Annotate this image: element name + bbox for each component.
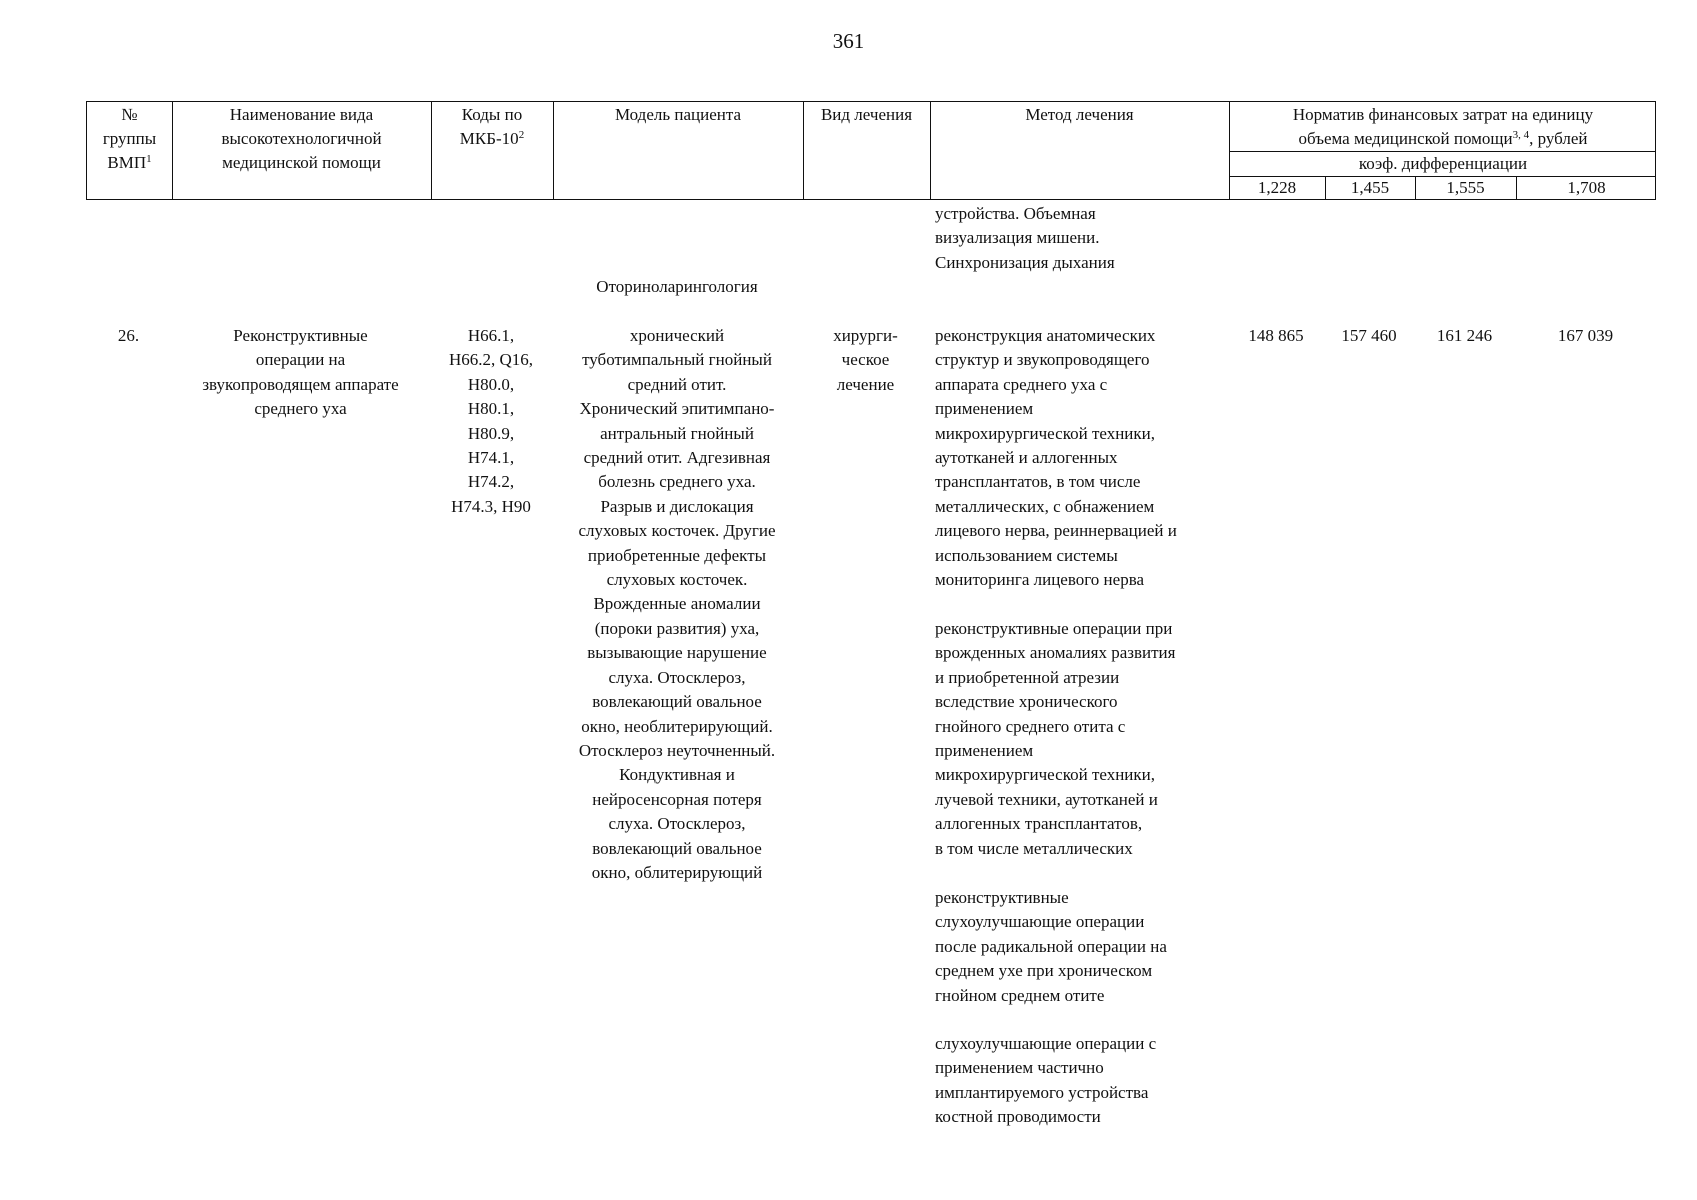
row-treatment-type: хирурги- ческое лечение: [833, 326, 898, 394]
cost-value: 148 865: [1248, 326, 1304, 345]
method-item: реконструктивные операции при врожденных аномалиях развития и приобретенной атрезии вследствие хронического гнойного среднего отита с применением микрохирургической техники, лучевой техники, аутотканей и аллогенных трансплантатов, в том числе металлических: [935, 619, 1176, 858]
row-name: Реконструктивные операции на звукопроводящем аппарате среднего уха: [202, 326, 399, 419]
header-model: Модель пациента: [614, 105, 742, 124]
header-method: Метод лечения: [1025, 105, 1134, 124]
cost-value: 167 039: [1557, 326, 1614, 345]
header-norm: Норматив финансовых затрат на единицу объема медицинской помощи$^{3, 4}$, рублей: [1292, 105, 1594, 148]
row-number: 26.: [117, 326, 140, 345]
header-treatment-type: Вид лечения: [820, 105, 913, 124]
method-item: реконструкция анатомических структур и звукопроводящего аппарата среднего уха с применением микрохирургической техники, аутотканей и аллогенных трансплантатов, в том числе металлических, с обнажением лицевого нерва, реиннервацией и использованием системы мониторинга лицевого нерва: [935, 326, 1177, 590]
cost-value: 161 246: [1436, 326, 1493, 345]
header-name: Наименование вида высокотехнологичной медицинской помощи: [221, 105, 382, 172]
header-coef: 1,228: [1257, 178, 1297, 197]
header-coef: 1,708: [1567, 178, 1606, 197]
header-coef: 1,455: [1350, 178, 1390, 197]
header-coef-label: коэф. дифференциации: [1358, 154, 1528, 173]
page-number: 361: [832, 29, 865, 53]
row-patient-model: хронический туботимпальный гнойный средний отит. Хронический эпитимпано- антральный гнойный средний отит. Адгезивная болезнь среднего уха. Разрыв и дислокация слуховых косточек. Другие приобретенные дефекты слуховых косточек. Врожденные аномалии (пороки развития) уха, вызывающие нарушение слуха. Отосклероз, вовлекающий овальное окно, необлитерирующий. Отосклероз неуточненный. Кондуктивная и нейросенсорная потеря слуха. Отосклероз, вовлекающий овальное окно, облитерирующий: [578, 326, 776, 882]
method-item: реконструктивные слухоулучшающие операции после радикальной операции на среднем ухе при хроническом гнойном среднем отите: [935, 888, 1167, 1005]
header-codes: Коды по МКБ-$10^2$: [459, 105, 525, 148]
row-codes: H66.1, H66.2, Q16, H80.0, H80.1, H80.9, H74.1, H74.2, H74.3, H90: [448, 326, 534, 516]
continuation-text: устройства. Объемная визуализация мишени. Синхронизация дыхания: [935, 204, 1115, 272]
section-title: Оториноларингология: [596, 277, 758, 296]
table-header: [86, 101, 1656, 200]
method-item: слухоулучшающие операции с применением частично имплантируемого устройства костной проводимости: [935, 1034, 1157, 1127]
header-group-number: № группы ВМП$^1$: [102, 105, 157, 172]
header-coef: 1,555: [1446, 178, 1485, 197]
cost-value: 157 460: [1341, 326, 1397, 345]
